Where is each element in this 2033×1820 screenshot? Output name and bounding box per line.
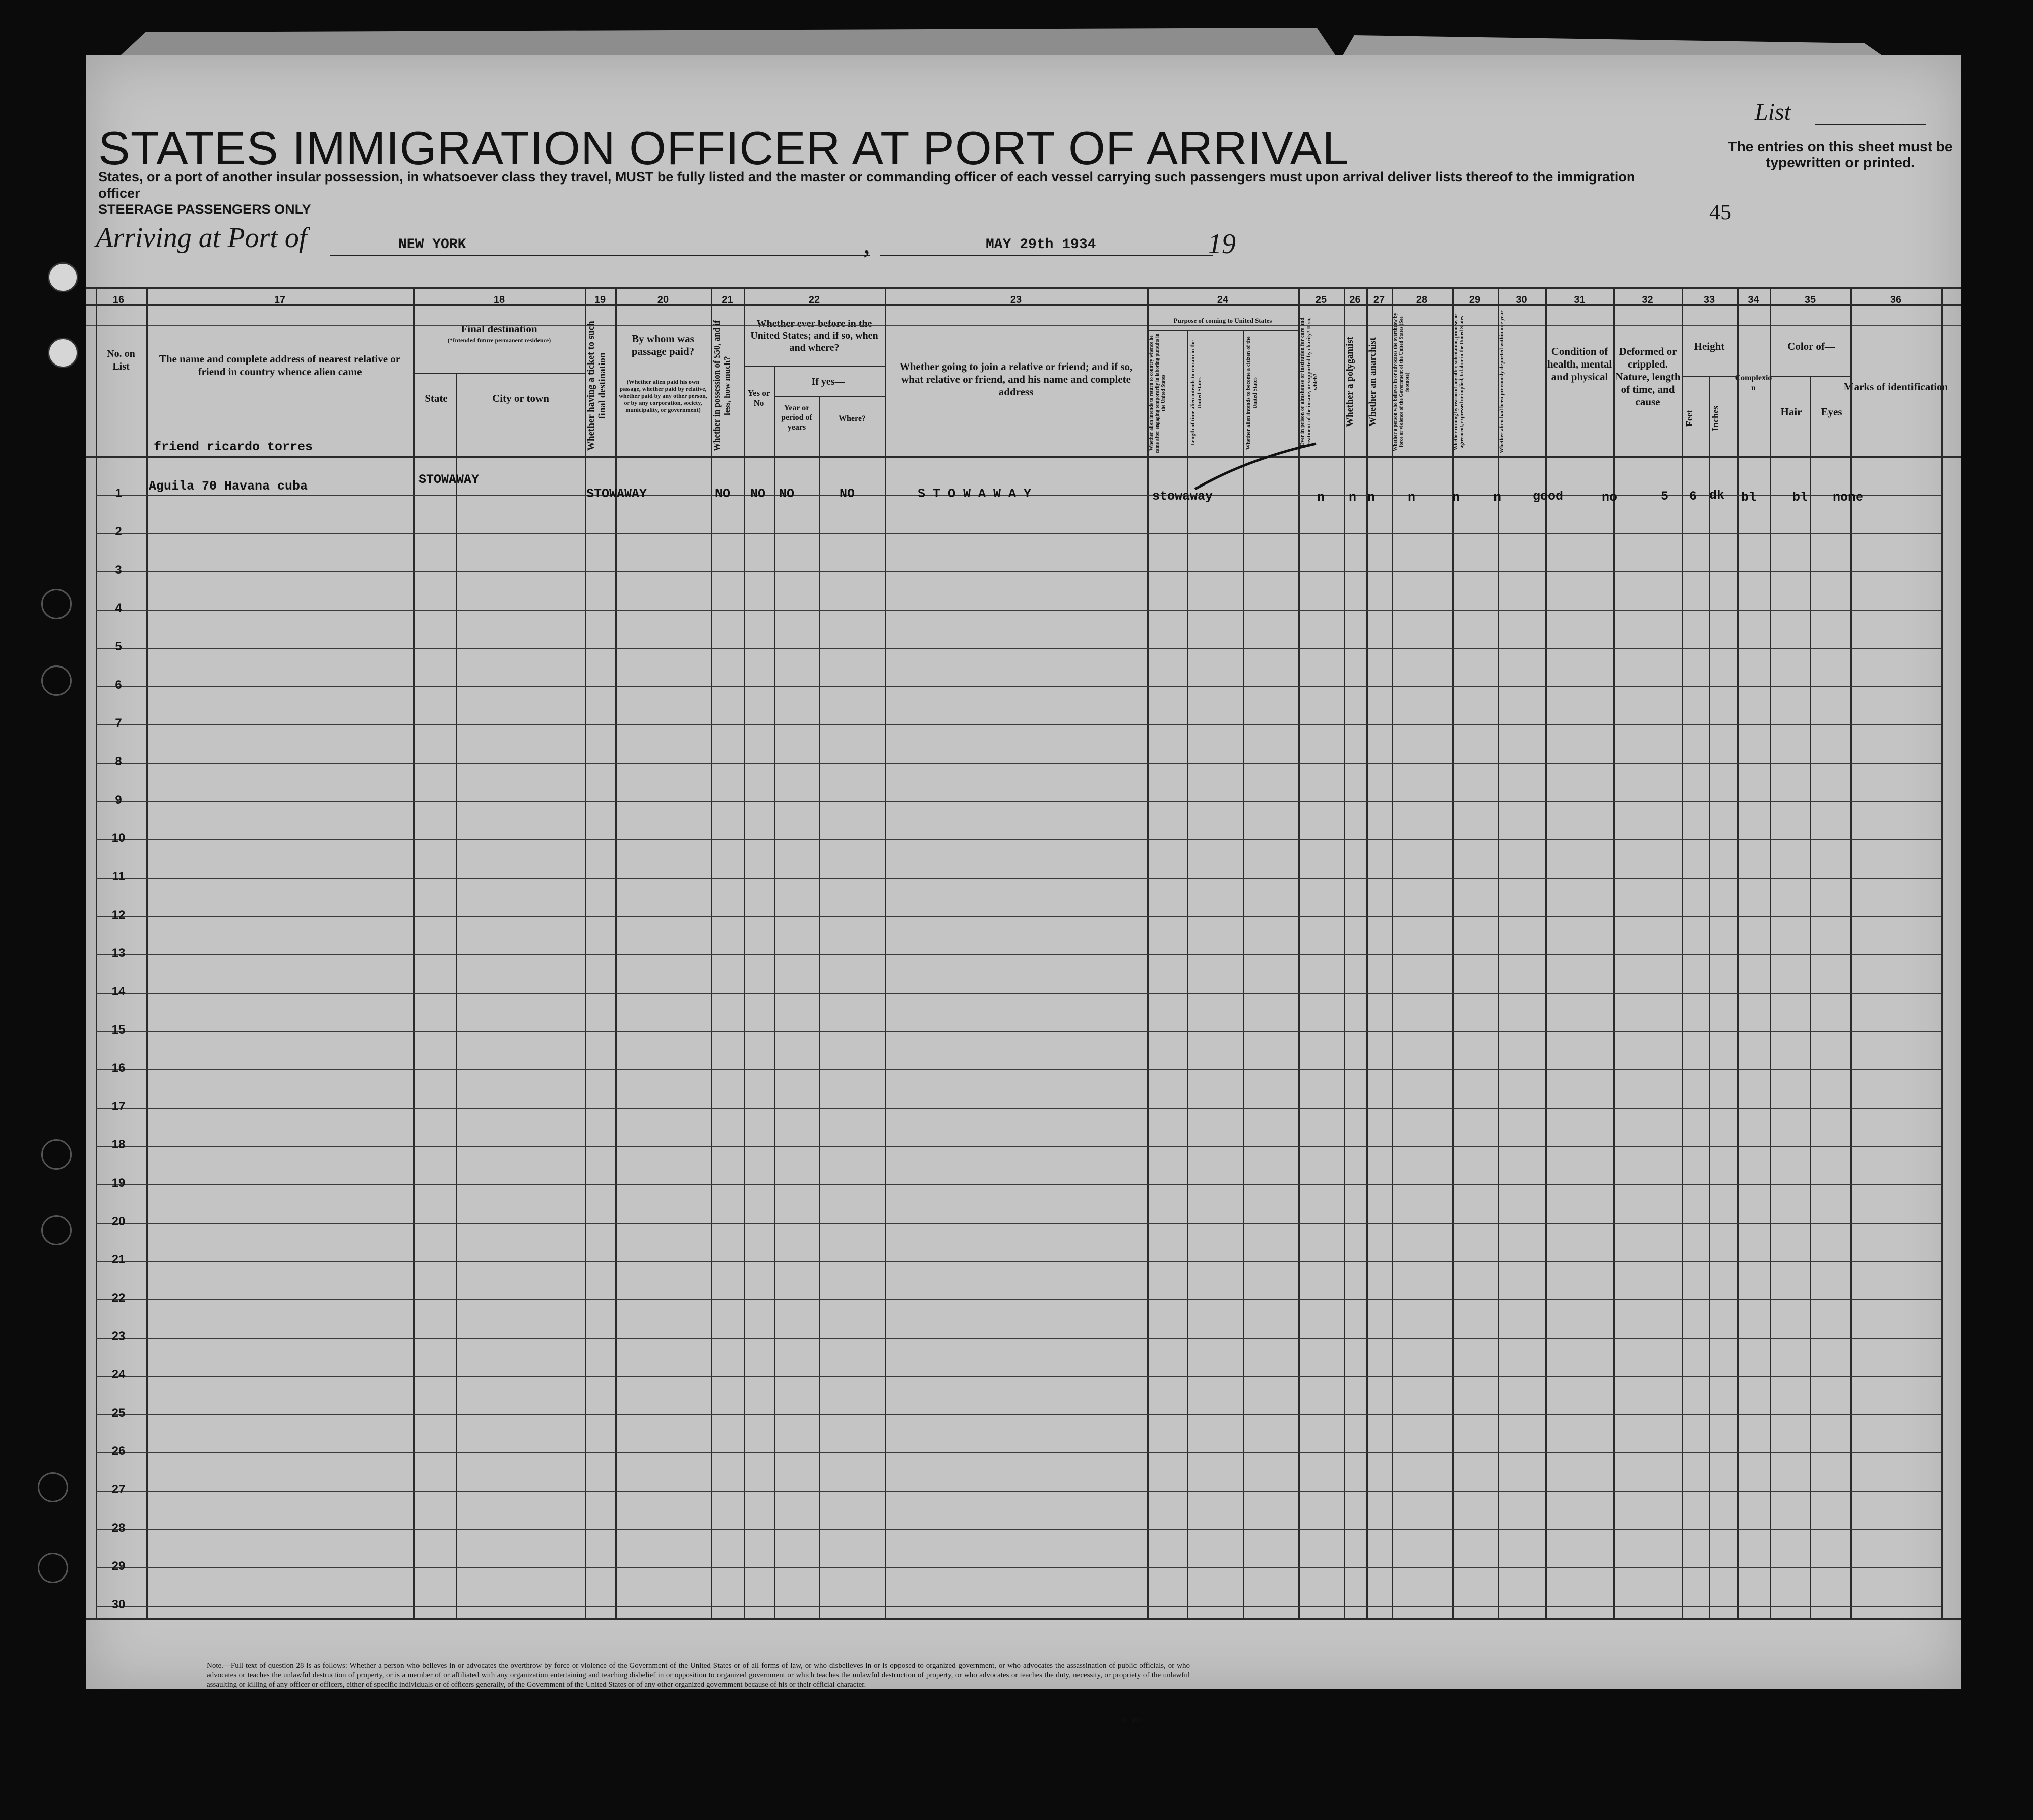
row-number: 28 bbox=[111, 1521, 126, 1535]
entry-col30: n bbox=[1493, 490, 1502, 505]
page-title: STATES IMMIGRATION OFFICER AT PORT OF ARRIVAL bbox=[98, 122, 1349, 174]
row-number: 9 bbox=[115, 793, 122, 807]
column-rule bbox=[1392, 287, 1393, 1618]
header-col28: Whether a person who believes in or advocates the overthrow by force or violence of the Government of the United States (See footnote) bbox=[1393, 313, 1410, 451]
entry-join: S T O W A W A Y bbox=[918, 487, 1032, 501]
rule-purpose bbox=[1147, 330, 1298, 331]
header-feet: Feet bbox=[1684, 410, 1694, 427]
binder-hole bbox=[41, 1139, 72, 1170]
header-nearest-relative: The name and complete address of nearest relative or friend in country whence alien came bbox=[159, 353, 401, 378]
footnote-question-28: Note.—Full text of question 28 is as follows: Whether a person who believes in or advocates the overthrow by force or violence of the Government of the United States or of all forms of law, or who disbelieves in or is opposed to organized government, or who advocates the assassination of public officials, or who advocates or teaches the unlawful destruction of property, or is a member of or affiliated with any organization entertaining and teaching disbelief in or opposition to organized government or which teaches the unlawful destruction of property, or who advocates or teaches the duty, necessity, or propriety of the unlawful assaulting or killing of any officer or officers, either of specific individuals or of officers generally, of the Government of the United States or of any other organized government because of his or their official character. bbox=[207, 1662, 1190, 1689]
binder-hole bbox=[48, 338, 78, 368]
header-final-destination: Final destination bbox=[461, 323, 537, 335]
port-field-line bbox=[330, 255, 870, 256]
row-rule bbox=[96, 610, 1941, 611]
entry-inches: 6 bbox=[1689, 489, 1697, 504]
subcolumn-rule bbox=[1810, 376, 1811, 1618]
entry-hair: bl bbox=[1741, 490, 1757, 505]
row-rule bbox=[96, 993, 1941, 994]
header-purpose-length: Length of time alien intends to remain in the United States bbox=[1190, 340, 1203, 446]
entry-health: good bbox=[1533, 489, 1564, 504]
port-comma: , bbox=[863, 228, 870, 260]
row-number: 23 bbox=[111, 1329, 126, 1343]
entry-col29: n bbox=[1452, 490, 1460, 505]
col-number-17: 17 bbox=[274, 294, 286, 306]
binder-hole bbox=[38, 1553, 68, 1583]
header-col29: Whether coming by reason of any offer, solicitation, promise, or agreement, expressed or implied, to labor in the United States bbox=[1453, 313, 1465, 451]
row-number: 1 bbox=[115, 487, 122, 500]
column-rule bbox=[1344, 287, 1345, 1618]
row-number: 17 bbox=[111, 1100, 126, 1113]
steerage-line: STEERAGE PASSENGERS ONLY bbox=[98, 202, 311, 217]
row-rule bbox=[96, 533, 1941, 534]
subcolumn-rule bbox=[1243, 330, 1244, 1618]
row-rule bbox=[96, 1069, 1941, 1070]
header-passage-paid: By whom was passage paid? bbox=[631, 333, 695, 357]
rule-upper-header bbox=[86, 325, 1961, 326]
row-rule bbox=[96, 1414, 1941, 1415]
table-bottom-rule bbox=[86, 1618, 1961, 1620]
column-rule bbox=[885, 287, 886, 1618]
row-number: 7 bbox=[115, 716, 122, 730]
header-year-period: Year or period of years bbox=[781, 404, 812, 432]
col-number-32: 32 bbox=[1642, 294, 1653, 306]
entry-ticket: STOWAWAY bbox=[586, 487, 647, 501]
row-rule bbox=[96, 1376, 1941, 1377]
header-join-relative: Whether going to join a relative or friend; and if so, what relative or friend, and his name and complete address bbox=[899, 360, 1133, 398]
year-label: 19 bbox=[1208, 228, 1236, 260]
col-number-26: 26 bbox=[1349, 294, 1361, 306]
row-number: 11 bbox=[112, 870, 125, 883]
row-rule bbox=[96, 763, 1941, 764]
date-field-line bbox=[880, 255, 1213, 256]
list-number-line bbox=[1815, 124, 1926, 125]
list-label: List bbox=[1755, 99, 1791, 126]
row-rule bbox=[96, 571, 1941, 572]
binder-hole bbox=[38, 1472, 68, 1502]
column-rule bbox=[1682, 287, 1683, 1618]
subcolumn-rule bbox=[456, 373, 457, 1618]
row-rule bbox=[96, 1491, 1941, 1492]
row-rule bbox=[96, 878, 1941, 879]
header-height: Height bbox=[1694, 340, 1725, 352]
header-final-destination-note: (*Intended future permanent residence) bbox=[447, 337, 551, 344]
row-number: 20 bbox=[111, 1215, 126, 1228]
header-anarchist: Whether an anarchist bbox=[1367, 337, 1378, 427]
header-purpose-return: Whether alien intends to return to country whence he came after engaging temporarily in laboring pursuits in the United States bbox=[1149, 333, 1166, 453]
column-rule bbox=[1545, 287, 1547, 1618]
row-number: 14 bbox=[111, 985, 126, 998]
subcolumn-rule bbox=[1709, 376, 1710, 1618]
row-rule bbox=[96, 1146, 1941, 1147]
row-rule bbox=[96, 1031, 1941, 1032]
entry-deformed: no bbox=[1602, 490, 1618, 505]
col-number-18: 18 bbox=[493, 294, 505, 306]
row-number: 12 bbox=[111, 908, 126, 922]
row-rule bbox=[96, 686, 1941, 687]
row-rule bbox=[96, 1108, 1941, 1109]
row-number: 24 bbox=[111, 1368, 126, 1381]
column-rule bbox=[711, 287, 712, 1618]
col-number-20: 20 bbox=[657, 294, 669, 306]
header-yes-no: Yes or No bbox=[747, 388, 770, 408]
row-number: 16 bbox=[111, 1061, 126, 1075]
row-number: 26 bbox=[111, 1444, 126, 1458]
instruction-line: States, or a port of another insular possession, in whatsoever class they travel, MUST be fully listed and the master or commanding officer of each vessel carrying such passengers must upon arrival deliver lists thereof to the immigration officer bbox=[98, 169, 1635, 201]
rule-if-yes bbox=[774, 396, 885, 397]
entry-col27: n bbox=[1367, 490, 1376, 505]
binder-hole bbox=[41, 665, 72, 696]
row-number: 18 bbox=[111, 1138, 126, 1151]
typewritten-note: The entries on this sheet must be typewritten or printed. bbox=[1728, 139, 1953, 170]
row-number: 10 bbox=[111, 831, 126, 845]
header-if-yes: If yes— bbox=[811, 376, 845, 387]
header-purpose: Purpose of coming to United States bbox=[1173, 317, 1272, 324]
row-rule bbox=[96, 1338, 1941, 1339]
header-ever-before: Whether ever before in the United States; and if so, when and where? bbox=[750, 318, 878, 353]
row-rule bbox=[96, 1299, 1941, 1300]
row-number: 29 bbox=[111, 1559, 126, 1573]
column-rule bbox=[146, 287, 148, 1618]
row-number: 19 bbox=[111, 1176, 126, 1190]
subcolumn-rule bbox=[1187, 330, 1188, 1618]
column-rule bbox=[1366, 287, 1368, 1618]
row-number: 15 bbox=[111, 1023, 126, 1037]
entry-complexion: dk bbox=[1709, 488, 1725, 503]
col-number-16: 16 bbox=[112, 294, 125, 306]
row-number: 2 bbox=[115, 525, 122, 538]
col-number-27: 27 bbox=[1373, 294, 1385, 306]
port-value: NEW YORK bbox=[398, 237, 466, 253]
row-number: 4 bbox=[115, 601, 122, 615]
header-where: Where? bbox=[839, 414, 866, 423]
column-rule bbox=[1147, 287, 1149, 1618]
entry-col25: n bbox=[1317, 490, 1325, 505]
row-rule bbox=[96, 801, 1941, 802]
col-number-35: 35 bbox=[1804, 294, 1816, 306]
header-passage-paid-note: (Whether alien paid his own passage, whether paid by relative, whether paid by any other person, or by any corporation, society, municipality, or government) bbox=[619, 378, 707, 413]
header-health: Condition of health, mental and physical bbox=[1547, 345, 1612, 383]
header-hair: Hair bbox=[1780, 406, 1802, 418]
entry-col26: n bbox=[1349, 490, 1357, 505]
column-rule bbox=[413, 287, 415, 1618]
row-rule bbox=[96, 954, 1941, 955]
row-number: 30 bbox=[111, 1598, 126, 1611]
binder-hole bbox=[41, 1215, 72, 1245]
header-col25: Ever in prison or almshouse or institution for care and treatment of the insane, or supported by charity? If so, which? bbox=[1299, 317, 1319, 447]
col-number-22: 22 bbox=[808, 294, 820, 306]
rule-final-destination bbox=[413, 373, 585, 374]
row-rule bbox=[96, 1529, 1941, 1530]
header-col30: Whether alien had been previously deported within one year bbox=[1499, 310, 1505, 454]
col-number-25: 25 bbox=[1315, 294, 1327, 306]
column-rule bbox=[744, 287, 745, 1618]
entry-marks: none bbox=[1833, 490, 1864, 505]
subcolumn-rule bbox=[819, 396, 820, 1618]
col-number-30: 30 bbox=[1516, 294, 1527, 306]
header-instructions bbox=[98, 169, 1636, 217]
column-rule bbox=[1452, 287, 1454, 1618]
row-number: 25 bbox=[111, 1406, 126, 1420]
column-rule bbox=[1498, 287, 1499, 1618]
header-fifty-dollars: Whether in possession of $50, and if less, how much? bbox=[712, 320, 732, 451]
entry-yes-no: NO bbox=[750, 487, 766, 501]
header-city: City or town bbox=[492, 392, 549, 404]
col-number-31: 31 bbox=[1574, 294, 1585, 306]
subcolumn-rule bbox=[774, 366, 775, 1618]
entry-fifty: NO bbox=[715, 487, 731, 501]
entry-relative-line1: friend ricardo torres bbox=[154, 440, 313, 454]
binder-hole bbox=[41, 589, 72, 619]
row-rule bbox=[96, 1223, 1941, 1224]
header-inches: Inches bbox=[1710, 406, 1720, 432]
entry-eyes: bl bbox=[1792, 490, 1808, 505]
date-value: MAY 29th 1934 bbox=[986, 237, 1096, 253]
column-rule bbox=[1737, 287, 1739, 1618]
col-number-29: 29 bbox=[1469, 294, 1481, 306]
column-rule bbox=[1941, 287, 1943, 1618]
column-rule bbox=[1850, 287, 1852, 1618]
row-number: 21 bbox=[111, 1253, 126, 1266]
col-number-19: 19 bbox=[594, 294, 606, 306]
header-deformed: Deformed or crippled. Nature, length of time, and cause bbox=[1615, 345, 1681, 408]
row-rule bbox=[96, 724, 1941, 725]
header-eyes: Eyes bbox=[1821, 406, 1842, 418]
column-rule bbox=[1613, 287, 1615, 1618]
row-rule bbox=[96, 1261, 1941, 1262]
col-number-33: 33 bbox=[1703, 294, 1715, 306]
header-ticket: Whether having a ticket to such final destination bbox=[586, 321, 608, 451]
row-number: 8 bbox=[115, 755, 122, 768]
header-color-of: Color of— bbox=[1787, 340, 1835, 352]
row-number: 27 bbox=[111, 1483, 126, 1496]
entry-state: STOWAWAY bbox=[418, 472, 480, 487]
header-polygamist: Whether a polygamist bbox=[1345, 336, 1355, 428]
row-rule bbox=[96, 1567, 1941, 1568]
row-number: 13 bbox=[111, 946, 126, 960]
sheet-number: 45 bbox=[1709, 200, 1731, 224]
row-number: 3 bbox=[115, 563, 122, 577]
col-number-23: 23 bbox=[1010, 294, 1022, 306]
row-rule bbox=[96, 1184, 1941, 1185]
entry-relative-line2: Aguila 70 Havana cuba bbox=[149, 479, 308, 494]
header-state: State bbox=[425, 392, 448, 404]
table-top-rule bbox=[86, 287, 1961, 289]
header-complexion: Complexion bbox=[1735, 374, 1772, 392]
row-number: 5 bbox=[115, 640, 122, 653]
row-number: 6 bbox=[115, 678, 122, 692]
row-number: 22 bbox=[111, 1291, 126, 1305]
entry-year: NO bbox=[779, 487, 795, 501]
arriving-label: Arriving at Port of bbox=[96, 222, 307, 254]
entry-feet: 5 bbox=[1661, 489, 1669, 504]
rule-ever-before bbox=[744, 366, 885, 367]
header-marks: Marks of identification bbox=[1843, 381, 1948, 393]
entry-where: NO bbox=[840, 487, 855, 501]
row-rule bbox=[96, 916, 1941, 917]
column-rule bbox=[1770, 287, 1771, 1618]
form-number: 14—480 bbox=[1119, 1717, 1141, 1724]
header-bottom-rule bbox=[86, 456, 1961, 458]
col-number-34: 34 bbox=[1748, 294, 1759, 306]
col-number-21: 21 bbox=[722, 294, 733, 306]
header-no-on-list: No. on List bbox=[107, 348, 135, 372]
col-number-36: 36 bbox=[1890, 294, 1902, 306]
col-number-24: 24 bbox=[1217, 294, 1229, 306]
entry-col28: n bbox=[1408, 490, 1416, 505]
row-rule bbox=[96, 839, 1941, 840]
entry-purpose: stowaway bbox=[1152, 489, 1213, 504]
row-rule bbox=[96, 1606, 1941, 1607]
row-rule bbox=[96, 1452, 1941, 1453]
col-number-28: 28 bbox=[1416, 294, 1428, 306]
row-rule bbox=[96, 648, 1941, 649]
header-purpose-citizen: Whether alien intends to become a citizen of the United States bbox=[1245, 336, 1258, 450]
binder-hole bbox=[48, 262, 78, 292]
